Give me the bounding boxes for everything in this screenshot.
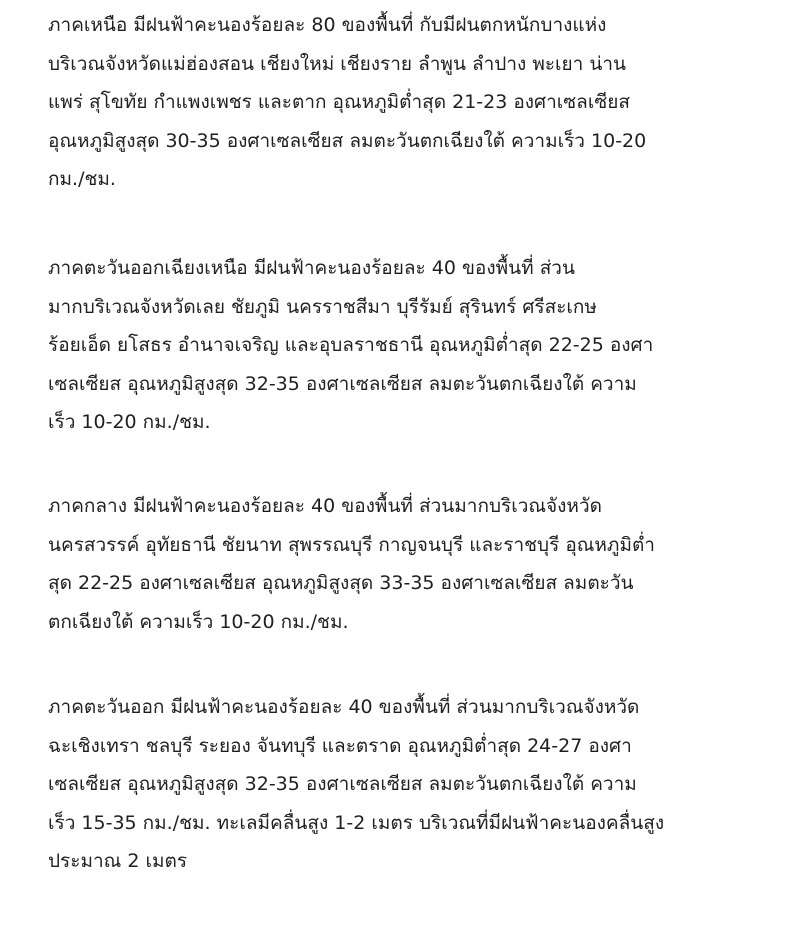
paragraph-line: ภาคเหนือ มีฝนฟ้าคะนองร้อยละ 80 ของพื้นที่ กับมีฝนตกหนักบางแห่ง: [48, 14, 607, 36]
forecast-paragraph-north: [48, 6, 646, 199]
forecast-paragraph-northeast: [48, 249, 653, 442]
paragraph-line: นครสวรรค์ อุทัยธานี ชัยนาท สุพรรณบุรี กาญจนบุรี และราชบุรี อุณหภูมิต่ำ: [48, 533, 655, 556]
paragraph-line: อุณหภูมิสูงสุด 30-35 องศาเซลเซียส ลมตะวันตกเฉียงใต้ ความเร็ว 10-20: [48, 129, 647, 152]
paragraph-line: เซลเซียส อุณหภูมิสูงสุด 32-35 องศาเซลเซียส ลมตะวันตกเฉียงใต้ ความ: [48, 773, 637, 795]
paragraph-line: บริเวณจังหวัดแม่ฮ่องสอน เชียงใหม่ เชียงราย ลำพูน ลำปาง พะเยา น่าน: [48, 52, 627, 75]
paragraph-line: เร็ว 15-35 กม./ชม. ทะเลมีคลื่นสูง 1-2 เมตร บริเวณที่มีฝนฟ้าคะนองคลื่นสูง: [48, 811, 665, 834]
paragraph-line: ตกเฉียงใต้ ความเร็ว 10-20 กม./ชม.: [48, 610, 349, 633]
paragraph-line: เร็ว 10-20 กม./ชม.: [48, 411, 211, 433]
forecast-paragraph-east: [48, 688, 664, 881]
paragraph-line: ร้อยเอ็ด ยโสธร อำนาจเจริญ และอุบลราชธานี อุณหภูมิต่ำสุด 22-25 องศา: [48, 334, 654, 356]
paragraph-line: ภาคกลาง มีฝนฟ้าคะนองร้อยละ 40 ของพื้นที่ ส่วนมากบริเวณจังหวัด: [48, 495, 602, 517]
paragraph-line: ประมาณ 2 เมตร: [48, 850, 188, 872]
paragraph-line: ภาคตะวันออกเฉียงเหนือ มีฝนฟ้าคะนองร้อยละ 40 ของพื้นที่ ส่วน: [48, 257, 575, 279]
paragraph-line: ฉะเชิงเทรา ชลบุรี ระยอง จันทบุรี และตราด อุณหภูมิต่ำสุด 24-27 องศา: [48, 734, 632, 757]
paragraph-line: แพร่ สุโขทัย กำแพงเพชร และตาก อุณหภูมิต่ำสุด 21-23 องศาเซลเซียส: [48, 91, 630, 113]
paragraph-line: เซลเซียส อุณหภูมิสูงสุด 32-35 องศาเซลเซียส ลมตะวันตกเฉียงใต้ ความ: [48, 372, 637, 395]
paragraph-line: สุด 22-25 องศาเซลเซียส อุณหภูมิสูงสุด 33-35 องศาเซลเซียส ลมตะวัน: [48, 572, 634, 594]
paragraph-line: มากบริเวณจังหวัดเลย ชัยภูมิ นครราชสีมา บุรีรัมย์ สุรินทร์ ศรีสะเกษ: [48, 295, 597, 318]
paragraph-line: ภาคตะวันออก มีฝนฟ้าคะนองร้อยละ 40 ของพื้นที่ ส่วนมากบริเวณจังหวัด: [48, 696, 640, 718]
paragraph-line: กม./ชม.: [48, 168, 116, 190]
forecast-paragraph-central: [48, 487, 655, 641]
